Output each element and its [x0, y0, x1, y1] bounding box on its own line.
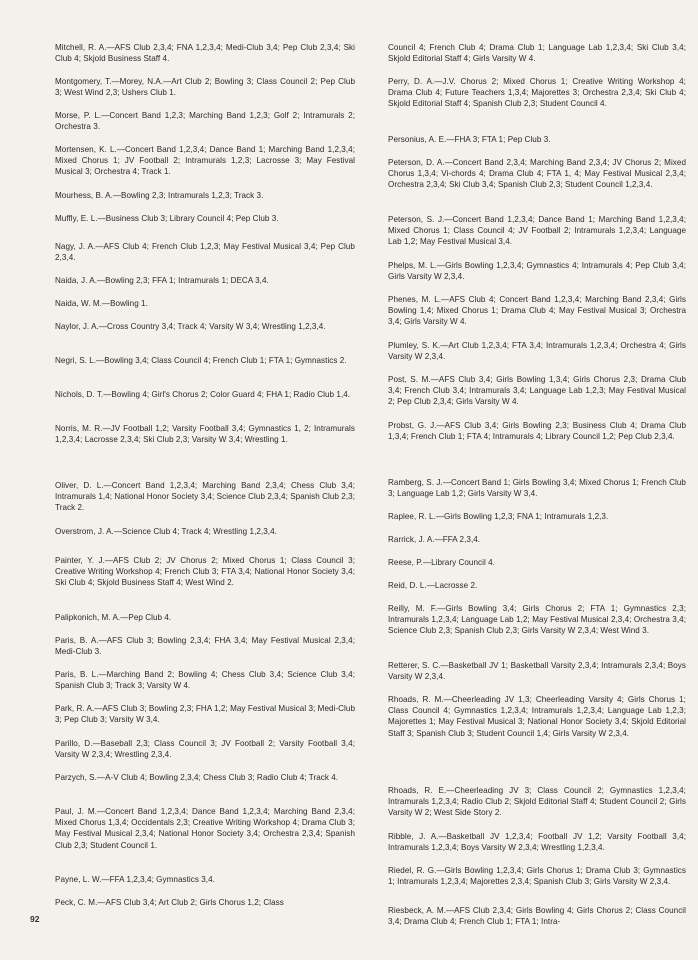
entry: Naylor, J. A.—Cross Country 3,4; Track 4; Varsity W 3,4; Wrestling 1,2,3,4.: [55, 322, 326, 331]
entry: Parillo, D.—Baseball 2,3; Class Council 3; JV Football 2; Varsity Football 3,4; Varsity W 2,3,4; Wrestling 2,3,4.: [55, 739, 355, 760]
entry: Peck, C. M.—AFS Club 3,4; Art Club 2; Girls Chorus 1,2; Class: [55, 898, 284, 907]
entry: Parzych, S.—A-V Club 4; Bowling 2,3,4; Chess Club 3; Radio Club 4; Track 4.: [55, 773, 339, 782]
entry: Phenes, M. L.—AFS Club 4; Concert Band 1,2,3,4; Marching Band 2,3,4; Girls Bowling 1,4; Mixed Chorus 1; Drama Club 4; May Festival Musical 3; Orchestra 3,4; Girls Varsity W 4.: [388, 295, 686, 327]
entry: Montgomery, T.—Morey, N.A.—Art Club 2; Bowling 3; Class Council 2; Pep Club 3; West Wind 2,3; Ushers Club 1.: [55, 77, 355, 98]
entry: Nichols, D. T.—Bowling 4; Girl's Chorus 2; Color Guard 4; FHA 1; Radio Club 1,4.: [55, 390, 351, 399]
entry: Peterson, S. J.—Concert Band 1,2,3,4; Dance Band 1; Marching Band 1,2,3,4; Mixed Chorus 1; Class Council 4; JV Football 2; Intramurals 1,2,3,4; Language Lab 1,2; May Festival Musical 3,4.: [388, 215, 686, 247]
entry: Paris, B. L.—Marching Band 2; Bowling 4; Chess Club 3,4; Science Club 3,4; Spanish Club 3; Track 3; Varsity W 4.: [55, 670, 355, 691]
entry: Naida, J. A.—Bowling 2,3; FFA 1; Intramurals 1; DECA 3,4.: [55, 276, 269, 285]
entry: Mourhess, B. A.—Bowling 2,3; Intramurals 1,2,3; Track 3.: [55, 191, 264, 200]
entry: Park, R. A.—AFS Club 3; Bowling 2,3; FHA 1,2; May Festival Musical 3; Medi-Club 3; Pep Club 3; Varsity W 3,4.: [55, 704, 355, 725]
page-number: 92: [30, 914, 40, 924]
entry: Morse, P. L.—Concert Band 1,2,3; Marching Band 1,2,3; Golf 2; Intramurals 2; Orchestra 3.: [55, 111, 355, 132]
entry: Painter, Y. J.—AFS Club 2; JV Chorus 2; Mixed Chorus 1; Class Council 3; Creative Writing Workshop 4; French Club 3; FTA 3,4; National Honor Society 3,4; Ski Club 4; Skjold Business Staff 4; West Wind 2.: [55, 556, 355, 588]
entry: Rarrick, J. A.—FFA 2,3,4.: [388, 535, 481, 544]
entry: Ramberg, S. J.—Concert Band 1; Girls Bowling 3,4; Mixed Chorus 1; French Club 3; Language Lab 1,2; Girls Varsity W 3,4.: [388, 478, 686, 499]
entry: Retterer, S. C.—Basketball JV 1; Basketball Varsity 2,3,4; Intramurals 2,3,4; Boys Varsity W 2,3,4.: [388, 661, 686, 682]
entry: Personius, A. E.—FHA 3; FTA 1; Pep Club 3.: [388, 135, 551, 144]
entry: Palipkonich, M. A.—Pep Club 4.: [55, 613, 172, 622]
entry: Paris, B. A.—AFS Club 3; Bowling 2,3,4; FHA 3,4; May Festival Musical 2,3,4; Medi-Club 3.: [55, 636, 355, 657]
entry: Riesbeck, A. M.—AFS Club 2,3,4; Girls Bowling 4; Girls Chorus 2; Class Council 3,4; Drama Club 4; French Club 1; FTA 1; Intra-: [388, 906, 686, 927]
entry: Riedel, R. G.—Girls Bowling 1,2,3,4; Girls Chorus 1; Drama Club 3; Gymnastics 1; Intramurals 1,2,3,4; Majorettes 2,3,4; Spanish Club 3; Girls Varsity W 2,3,4.: [388, 866, 686, 887]
entry: Nagy, J. A.—AFS Club 4; French Club 1,2,3; May Festival Musical 3,4; Pep Club 2,3,4.: [55, 242, 355, 263]
entry: Post, S. M.—AFS Club 3,4; Girls Bowling 1,3,4; Girls Chorus 2,3; Drama Club 3,4; French Club 3,4; Intramurals 3,4; Language Lab 1,2,3; May Festival Musical 2; Pep Club 2,3,4; Girls Varsity W 4.: [388, 375, 686, 407]
entry: Probst, G. J.—AFS Club 3,4; Girls Bowling 2,3; Business Club 4; Drama Club 1,3,4; French Club 1; FTA 4; Intramurals 4; Library Council 1,2; Pep Club 2,3,4.: [388, 421, 686, 442]
entry: Overstrom, J. A.—Science Club 4; Track 4; Wrestling 1,2,3,4.: [55, 527, 277, 536]
entry: Reese, P.—Library Council 4.: [388, 558, 495, 567]
entry: Phelps, M. L.—Girls Bowling 1,2,3,4; Gymnastics 4; Intramurals 4; Pep Club 3,4; Girls Varsity W 2,3,4.: [388, 261, 686, 282]
entry: Plumley, S. K.—Art Club 1,2,3,4; FTA 3,4; Intramurals 1,2,3,4; Orchestra 4; Girls Varsity W 2,3,4.: [388, 341, 686, 362]
entry: Mortensen, K. L.—Concert Band 1,2,3,4; Dance Band 1; Marching Band 1,2,3,4; Mixed Chorus 1; JV Football 2; Intramurals 1,2,3; Lacrosse 3; May Festival Musical 3; Orchestra 4; Track 1.: [55, 145, 355, 177]
entry: Peterson, D. A.—Concert Band 2,3,4; Marching Band 2,3,4; JV Chorus 2; Mixed Chorus 1,3,4; Vi-chords 4; Drama Club 4; FTA 1, 4; May Festival Musical 2,3,4; Orchestra 2,3,4; Ski Club 3,4; Spanish Club 2,3; Student Council 1,2,3,4.: [388, 158, 686, 190]
entry: Perry, D. A.—J.V. Chorus 2; Mixed Chorus 1; Creative Writing Workshop 4; Drama Club 4; Future Teachers 1,3,4; Majorettes 3; Orchestra 2,3,4; Ski Club 4; Skjold Editorial Staff 4; Spanish Club 2,3; Student Council 4.: [388, 77, 686, 109]
entry: Council 4; French Club 4; Drama Club 1; Language Lab 1,2,3,4; Ski Club 3,4; Skjold Editorial Staff 4; Girls Varsity W 4.: [388, 43, 686, 64]
entry: Rhoads, R. M.—Cheerleading JV 1,3; Cheerleading Varsity 4; Girls Chorus 1; Class Council 4; Gymnastics 1,2,3,4; Intramurals 1,2,3,4; Language Lab 1,2,3; Majorettes 1; May Festival Musical 3; National Honor Society 3,4; Skjold Editorial Staff 3; Spanish Club 3; Student Council 1,4; Girls Varsity W 2,3,4.: [388, 695, 686, 738]
entry: Ribble, J. A.—Basketball JV 1,2,3,4; Football JV 1,2; Varsity Football 3,4; Intramurals 1,2,3,4; Boys Varsity W 2,3,4; Wrestling 1,2,3,4.: [388, 832, 686, 853]
entry: Paul, J. M.—Concert Band 1,2,3,4; Dance Band 1,2,3,4; Marching Band 2,3,4; Mixed Chorus 1,3,4; Occidentals 2,3; Creative Writing Workshop 4; Drama Club 3; May Festival Musical 2,3,4; National Honor Society 3,4; Orchestra 2,3,4; Spanish Club 2,3; Student Council 1.: [55, 807, 355, 850]
entry: Naida, W. M.—Bowling 1.: [55, 299, 148, 308]
entry: Payne, L. W.—FFA 1,2,3,4; Gymnastics 3,4.: [55, 875, 215, 884]
entry: Raplee, R. L.—Girls Bowling 1,2,3; FNA 1; Intramurals 1,2,3.: [388, 512, 609, 521]
entry: Oliver, D. L.—Concert Band 1,2,3,4; Marching Band 2,3,4; Chess Club 3,4; Intramurals 1,4; National Honor Society 3,4; Science Club 2,3,4; Spanish Club 2,3; Track 2.: [55, 481, 355, 513]
entry: Rhoads, R. E.—Cheerleading JV 3; Class Council 2; Gymnastics 1,2,3,4; Intramurals 1,2,3,4; Radio Club 2; Skjold Editorial Staff 4; Student Council 2; Girls Varsity W 2; West Side Story 2.: [388, 786, 686, 818]
entry: Muffly, E. L.—Business Club 3; Library Council 4; Pep Club 3.: [55, 214, 279, 223]
entry: Mitchell, R. A.—AFS Club 2,3,4; FNA 1,2,3,4; Medi-Club 3,4; Pep Club 2,3,4; Ski Club 4; Skjold Business Staff 4.: [55, 43, 355, 64]
entry: Norris, M. R.—JV Football 1,2; Varsity Football 3,4; Gymnastics 1, 2; Intramurals 1,2,3,4; Lacrosse 2,3,4; Ski Club 2,3; Varsity W 3,4; Wrestling 1.: [55, 424, 355, 445]
entry: Reilly, M. F.—Girls Bowling 3,4; Girls Chorus 2; FTA 1; Gymnastics 2,3; Intramurals 1,2,3,4; Language Lab 1,2; May Festival Musical 2,3,4; Orchestra 3,4; Science Club 2,3; Spanish Club 2,3; Girls Varsity W 2,3,4; West Wind 3.: [388, 604, 686, 636]
entry: Negri, S. L.—Bowling 3,4; Class Council 4; French Club 1; FTA 1; Gymnastics 2.: [55, 356, 347, 365]
entry: Reid, D. L.—Lacrosse 2.: [388, 581, 478, 590]
